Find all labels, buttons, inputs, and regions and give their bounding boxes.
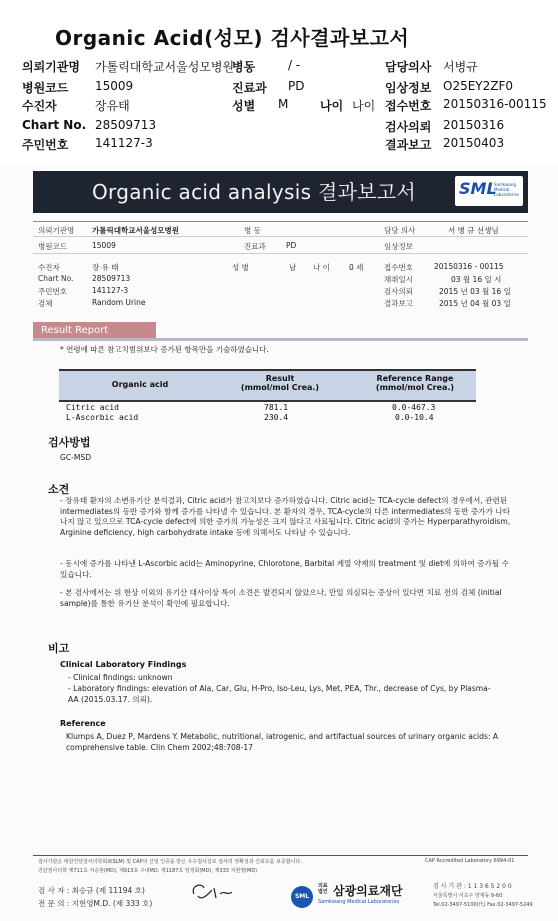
r-result-label: 결과보고 — [384, 299, 413, 308]
doctor-value: 서병규 — [443, 60, 478, 74]
clinical-info-value: O25EY2ZF0 — [443, 79, 514, 93]
doctor-label: 담당의사 — [385, 60, 432, 74]
dept-label: 진료과 — [232, 81, 267, 95]
patient-label: 수진자 — [22, 99, 57, 113]
result-report-underline — [33, 338, 528, 341]
age-label: 나이 — [320, 99, 344, 113]
row-name: L-Ascorbic acid — [66, 413, 139, 422]
clinical-finding-item: - Laboratory findings: elevation of Ala, Car, Glu, H-Pro, Iso-Leu, Lys, Met, PEA, Thr., decrease of Cys, by Plasma-AA (2015.03.17. 의뢰). — [68, 684, 491, 704]
patient-value: 장유태 — [95, 99, 130, 113]
r-code-label: 병원코드 — [38, 242, 67, 251]
ward-value: / - — [288, 58, 301, 72]
row-result: 781.1 — [264, 403, 289, 412]
result-report-label: Result Report — [41, 325, 109, 336]
dept-value: PD — [288, 79, 305, 93]
r-institution-value: 가톨릭대학교서울성모병원 — [92, 226, 179, 235]
col-reference-unit: (mmol/mol Crea.) — [375, 383, 455, 392]
col-result: Result — [265, 374, 295, 383]
result-date-value: 20150403 — [443, 136, 505, 150]
r-accession-value: 20150316 - 00115 — [434, 262, 504, 271]
lab-phone: Tel.02-3497-5100(代) Fax.02-3497-5249 — [433, 902, 533, 908]
r-request-label: 검사의뢰 — [384, 287, 413, 296]
row-range: 0.0-467.3 — [392, 403, 436, 412]
r-patient-value: 장 유 태 — [92, 263, 119, 272]
finding-paragraph: - 본 검사에서는 위 현상 이외의 유기산 대사이상 특이 소견은 발견되지 않았으나, 만일 의심되는 증상이 있다면 치료 전의 검체 (initial sample)를 통한 유기산 분석이 확인에 필요합니다. — [60, 588, 502, 608]
r-collect-label: 채취일시 — [384, 275, 413, 284]
request-date-label: 검사의뢰 — [385, 120, 432, 134]
sml-logo-text: SML — [459, 179, 497, 198]
r-ward-label: 병 동 — [244, 226, 261, 235]
lab-name: 삼광의료재단 — [333, 884, 403, 898]
r-ssn-label: 주민번호 — [38, 287, 67, 296]
reference-citation: Klumps A, Duez P, Mardens Y. Metabolic, nutritional, iatrogenic, and artifactual sources of urinary organic acids: A comprehensive table. Clin Chem 2002;48:708-17 — [66, 732, 499, 752]
examiner: 검 사 자 : 최승규 (제 11194 호) — [38, 886, 145, 895]
col-organic-acid: Organic acid — [111, 380, 169, 389]
r-chart-value: 28509713 — [92, 274, 131, 283]
r-clinical-label: 임상정보 — [384, 242, 413, 251]
r-age-value: 0 세 — [349, 263, 364, 272]
lab-code: 검 사 기 관 : 1 1 3 6 5 2 0 0 — [433, 883, 512, 890]
r-specimen-label: 검체 — [38, 299, 53, 308]
lab-prefix: 의료 법인 — [318, 883, 328, 895]
r-doctor-label: 담당 의사 — [384, 226, 416, 235]
sex-value: M — [278, 97, 289, 111]
r-ssn-value: 141127-3 — [92, 286, 129, 295]
divider — [33, 236, 528, 237]
chart-no-label: Chart No. — [22, 118, 87, 132]
lab-address: 서울특별시 서초구 양재동 9-60 — [433, 893, 503, 899]
r-accession-label: 접수번호 — [384, 263, 413, 272]
specialist: 전 문 의 : 지현영M.D. (제 333 호) — [38, 899, 153, 908]
institution-value: 가톨릭대학교서울성모병원 — [95, 60, 235, 74]
method-heading: 검사방법 — [48, 436, 91, 449]
r-institution-label: 의뢰기관명 — [38, 226, 75, 235]
sml-logo-subtext: Samkwang Medical Laboratories — [494, 182, 520, 197]
method-value: GC-MSD — [60, 453, 92, 462]
r-doctor-value: 서 병 규 선생님 — [448, 226, 499, 235]
institution-label: 의뢰기관명 — [22, 60, 80, 74]
divider — [33, 221, 528, 222]
sml-circle-logo: SML — [291, 886, 313, 908]
r-dept-value: PD — [286, 241, 297, 250]
age-note: * 연령에 따른 참고치범위보다 증가된 항목만을 기술하였습니다. — [60, 345, 269, 354]
request-date-value: 20150316 — [443, 118, 505, 132]
accession-label: 접수번호 — [385, 99, 432, 113]
lab-english-name: Samkwang Medical Laboratories — [318, 899, 400, 905]
divider — [33, 253, 528, 254]
accession-value: 20150316-00115 — [443, 97, 547, 111]
footer-divider — [33, 855, 528, 856]
r-patient-label: 수진자 — [38, 263, 60, 272]
col-reference: Reference Range — [376, 374, 454, 383]
clinical-findings-heading: Clinical Laboratory Findings — [60, 660, 187, 669]
hospital-code-label: 병원코드 — [22, 81, 69, 95]
finding-paragraph: - 장유태 환자의 소변유기산 분석결과, Citric acid가 참고치보다 증가하였습니다. Citric acid는 TCA-cycle defect의 경우에서, 관련된 intermediates의 동반 증가와 함께 증가를 나타낼 수 있습니다. 본 환자의 경우, TCA-cycle의 다른 intermediates의 동반 증가가 나타나지 않고 있으므로 TCA-cycle defect에 의한 증가의 가능성은 크지 않다고 사료됩니다. Citric acid의 증가는 Hyperparathyroidism, Arginine deficiency, high carbohydrate intake 등에 의해서도 나타날 수 있습니다. — [60, 496, 511, 537]
ward-label: 병동 — [232, 60, 256, 74]
result-date-label: 결과보고 — [385, 138, 432, 152]
r-collect-value: 03 월 16 일 시 — [451, 275, 502, 284]
remarks-heading: 비고 — [48, 642, 70, 655]
row-range: 0.0-10.4 — [395, 413, 434, 422]
r-dept-label: 진료과 — [244, 242, 266, 251]
r-specimen-value: Random Urine — [92, 298, 146, 307]
sex-label: 성별 — [232, 99, 256, 113]
r-age-label: 나 이 — [313, 263, 330, 272]
row-result: 230.4 — [264, 413, 289, 422]
clinical-info-label: 임상정보 — [385, 81, 432, 95]
col-result-unit: (mmol/mol Crea.) — [240, 383, 320, 392]
r-request-value: 2015 년 03 월 16 일 — [439, 287, 511, 296]
certification-text: 검사기관은 대한진단검사의학회(KSLM) 및 CAP의 신임 인증을 받은 우수검사실로 검사의 정확성과 신뢰도를 보증합니다. — [38, 859, 302, 865]
r-result-value: 2015 년 04 월 03 일 — [439, 299, 511, 308]
r-chart-label: Chart No. — [38, 274, 74, 283]
row-name: Citric acid — [66, 403, 119, 412]
chart-no-value: 28509713 — [95, 118, 157, 132]
ssn-label: 주민번호 — [22, 138, 69, 152]
r-sex-label: 성 별 — [232, 263, 249, 272]
cap-accreditation: CAP Accredited Laboratory 6994-01 — [425, 858, 515, 864]
r-code-value: 15009 — [92, 241, 116, 250]
hospital-code-value: 15009 — [95, 79, 134, 93]
findings-heading: 소견 — [48, 483, 70, 496]
reference-heading: Reference — [60, 719, 106, 728]
signature-icon — [188, 880, 243, 905]
banner-title: Organic acid analysis 결과보고서 — [92, 180, 417, 204]
license-text: 진단검사의학 제711호 서승현(MD), 제913호 구내MD, 제1187호 임정회(MD), 제333 지현영(MD) — [38, 868, 258, 874]
result-report-tab — [33, 322, 156, 339]
r-sex-value: 남 — [289, 263, 297, 272]
clinical-finding-item: - Clinical findings: unknown — [68, 673, 173, 682]
ssn-value: 141127-3 — [95, 136, 153, 150]
age-value: 나이 — [352, 99, 376, 113]
finding-paragraph: - 동시에 증가를 나타낸 L-Ascorbic acid는 Aminopyrine, Chlorotone, Barbital 계열 약제의 treatment 및 diet에 의하여 증가될 수 있습니다. — [60, 559, 509, 579]
report-title: Organic Acid(성모) 검사결과보고서 — [55, 26, 410, 50]
